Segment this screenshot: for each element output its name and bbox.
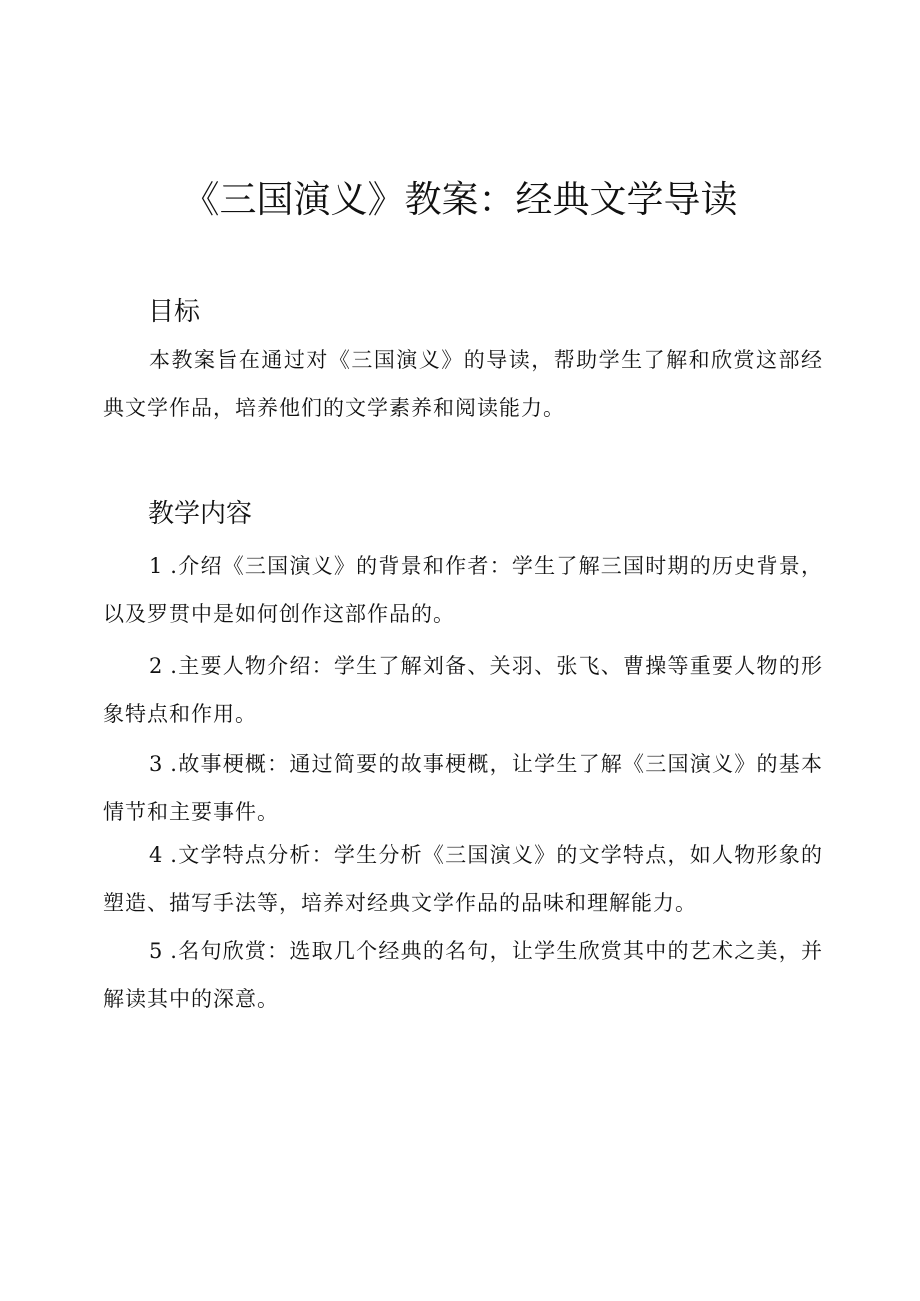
list-item-text: 文学特点分析：学生分析《三国演义》的文学特点，如人物形象的塑造、描写手法等，培养对经典文学作品的品味和理解能力。 <box>103 843 823 915</box>
list-item-text: 名句欣赏：选取几个经典的名句，让学生欣赏其中的艺术之美，并解读其中的深意。 <box>103 939 823 1011</box>
list-item: 1 .介绍《三国演义》的背景和作者：学生了解三国时期的历史背景，以及罗贯中是如何创作这部作品的。 <box>103 554 823 626</box>
list-item-text: 主要人物介绍：学生了解刘备、关羽、张飞、曹操等重要人物的形象特点和作用。 <box>103 654 823 726</box>
list-item-number: 1 <box>149 554 163 578</box>
list-item: 3 .故事梗概：通过简要的故事梗概，让学生了解《三国演义》的基本情节和主要事件。 <box>103 752 823 824</box>
list-item-number: 2 <box>149 654 163 678</box>
section-heading-goal: 目标 <box>148 297 201 327</box>
document-title: 《三国演义》教案：经典文学导读 <box>182 178 738 221</box>
section-heading-content: 教学内容 <box>148 499 253 529</box>
list-item-text: 故事梗概：通过简要的故事梗概，让学生了解《三国演义》的基本情节和主要事件。 <box>103 752 823 824</box>
list-item: 5 .名句欣赏：选取几个经典的名句，让学生欣赏其中的艺术之美，并解读其中的深意。 <box>103 939 823 1011</box>
list-item-number: 5 <box>149 939 163 963</box>
goal-paragraph: 本教案旨在通过对《三国演义》的导读，帮助学生了解和欣赏这部经典文学作品，培养他们的文学素养和阅读能力。 <box>103 348 823 420</box>
list-item-text: 介绍《三国演义》的背景和作者：学生了解三国时期的历史背景，以及罗贯中是如何创作这部作品的。 <box>103 554 823 626</box>
list-item: 2 .主要人物介绍：学生了解刘备、关羽、张飞、曹操等重要人物的形象特点和作用。 <box>103 654 823 726</box>
list-item-number: 3 <box>149 752 163 776</box>
list-item-number: 4 <box>149 843 163 867</box>
list-item: 4 .文学特点分析：学生分析《三国演义》的文学特点，如人物形象的塑造、描写手法等，培养对经典文学作品的品味和理解能力。 <box>103 843 823 915</box>
